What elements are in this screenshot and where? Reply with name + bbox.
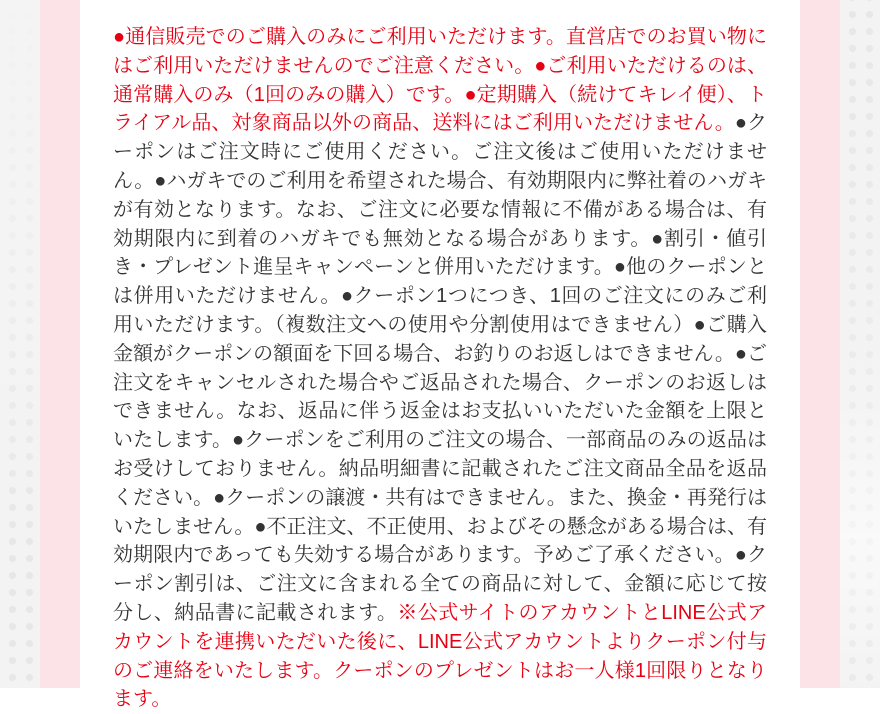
coupon-terms-text [113, 23, 767, 714]
terms-red-outro: ※公式サイトのアカウントとLINE公式アカウントを連携いただいた後に、LINE公式アカウントよりクーポン付与のご連絡をいたします。クーポンのプレゼントはお一人様1回限りとなります。 [113, 601, 767, 711]
terms-card [80, 0, 800, 711]
right-dotted-background [840, 0, 880, 688]
right-pink-band [800, 0, 840, 688]
terms-red-intro: ●通信販売でのご購入のみにご利用いただけます。直営店でのお買い物にはご利用いただけませんのでご注意ください。●ご利用いただけるのは、通常購入のみ（1回のみの購入）です。●定期購入（続けてキレイ便）、トライアル品、対象商品以外の商品、送料にはご利用いただけません。 [113, 26, 767, 135]
left-dotted-background [0, 0, 40, 688]
left-pink-band [40, 0, 80, 688]
terms-body: ●クーポンはご注文時にご使用ください。ご注文後はご使用いただけません。●ハガキでのご利用を希望された場合、有効期限内に弊社着のハガキが有効となります。なお、ご注文に必要な情報に不備がある場合は、有効期限内に到着のハガキでも無効となる場合があります。●割引・値引き・プレゼント進呈キャンペーンと併用いただけます。●他のクーポンとは併用いただけません。●クーポン1つにつき、1回のご注文にのみご利用いただけます。（複数注文への使用や分割使用はできません）●ご購入金額がクーポンの額面を下回る場合、お釣りのお返しはできません。●ご注文をキャンセルされた場合やご返品された場合、クーポンのお返しはできません。なお、返品に伴う返金はお支払いいただいた金額を上限といたします。●クーポンをご利用のご注文の場合、一部商品のみの返品はお受けしておりません。納品明細書に記載されたご注文商品全品を返品ください。●クーポンの譲渡・共有はできません。また、換金・再発行はいたしません。●不正注文、不正使用、およびその懸念がある場合は、有効期限内であっても失効する場合があります。予めご了承ください。●クーポン割引は、ご注文に含まれる全ての商品に対して、金額に応じて按分し、納品書に記載されます。 [113, 112, 767, 624]
